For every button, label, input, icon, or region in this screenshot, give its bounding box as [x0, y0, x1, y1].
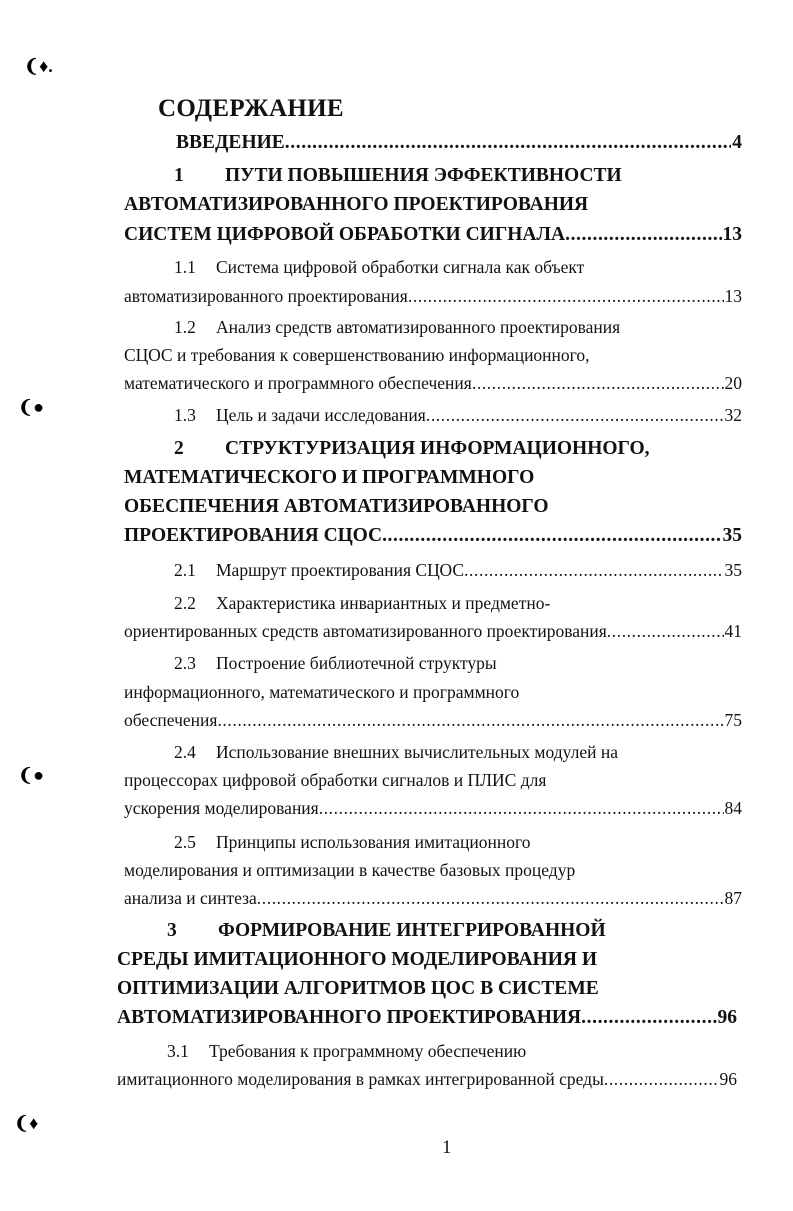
binding-hole-mark-icon: ❨♦	[14, 1113, 39, 1133]
section-title-line: математического и программного обеспечения	[124, 373, 472, 393]
leader-dots	[319, 798, 724, 819]
leader-dots	[408, 286, 724, 307]
leader-dots	[607, 621, 724, 642]
leader-dots	[257, 888, 724, 909]
section-title-line: Система цифровой обработки сигнала как объект	[216, 257, 585, 277]
section-title-line: Маршрут проектирования СЦОС	[216, 560, 465, 580]
section-title-line: Характеристика инвариантных и предметно-	[216, 593, 551, 613]
binding-hole-mark-icon: ❨●	[18, 397, 44, 417]
chapter-title-line: ФОРМИРОВАНИЕ ИНТЕГРИРОВАННОЙ	[218, 920, 606, 941]
section-title-line: Анализ средств автоматизированного проектирования	[216, 317, 621, 337]
binding-hole-mark-icon: ❨♦.	[24, 56, 53, 76]
chapter-title-line: ОПТИМИЗАЦИИ АЛГОРИТМОВ ЦОС В СИСТЕМЕ	[117, 978, 599, 999]
section-title-line: Использование внешних вычислительных модулей на	[216, 742, 618, 762]
binding-hole-mark-icon: ❨●	[18, 765, 44, 785]
leader-dots	[581, 1007, 716, 1029]
section-title-line: Требования к программному обеспечению	[209, 1041, 527, 1061]
section-number: 1.1	[174, 257, 196, 277]
toc-page-number: 13	[722, 224, 742, 245]
leader-dots	[217, 710, 723, 731]
toc-entry-label: ВВЕДЕНИЕ	[176, 132, 285, 153]
section-title-line: ориентированных средств автоматизированного проектирования	[124, 621, 607, 641]
section-title-line: анализа и синтеза	[124, 888, 257, 908]
chapter-number: 2	[174, 438, 184, 459]
section-title-line: ускорения моделирования	[124, 798, 319, 818]
section-title-line: обеспечения	[124, 710, 218, 730]
section-number: 1.3	[174, 405, 196, 425]
section-number: 2.5	[174, 832, 196, 852]
chapter-title-line: СТРУКТУРИЗАЦИЯ ИНФОРМАЦИОННОГО,	[225, 438, 650, 459]
chapter-title-line: АВТОМАТИЗИРОВАННОГО ПРОЕКТИРОВАНИЯ	[124, 194, 589, 215]
section-title-line: Цель и задачи исследования	[216, 405, 426, 425]
leader-dots	[464, 560, 723, 581]
section-title-line: СЦОС и требования к совершенствованию информационного,	[124, 345, 590, 365]
section-title-line: Построение библиотечной структуры	[216, 653, 497, 673]
leader-dots	[285, 132, 731, 154]
chapter-title-line: МАТЕМАТИЧЕСКОГО И ПРОГРАММНОГО	[124, 467, 535, 488]
toc-page-number: 75	[724, 710, 742, 730]
toc-page-number: 84	[724, 798, 742, 818]
toc-page-number: 20	[724, 373, 742, 393]
toc-page-number: 96	[719, 1069, 737, 1089]
section-number: 1.2	[174, 317, 196, 337]
chapter-title-line: АВТОМАТИЗИРОВАННОГО ПРОЕКТИРОВАНИЯ	[117, 1007, 582, 1028]
toc-page-number: 35	[722, 525, 742, 546]
chapter-title-line: СИСТЕМ ЦИФРОВОЙ ОБРАБОТКИ СИГНАЛА	[124, 224, 566, 245]
section-number: 2.1	[174, 560, 196, 580]
leader-dots	[565, 224, 721, 246]
chapter-title-line: ПУТИ ПОВЫШЕНИЯ ЭФФЕКТИВНОСТИ	[225, 165, 622, 186]
toc-page-number: 32	[724, 405, 742, 425]
section-title-line: автоматизированного проектирования	[124, 286, 408, 306]
toc-page-number: 13	[724, 286, 742, 306]
section-title-line: Принципы использования имитационного	[216, 832, 531, 852]
toc-page-number: 4	[732, 132, 742, 153]
chapter-title-line: ОБЕСПЕЧЕНИЯ АВТОМАТИЗИРОВАННОГО	[124, 496, 549, 517]
section-number: 3.1	[167, 1041, 189, 1061]
chapter-number: 3	[167, 920, 177, 941]
page-number: 1	[442, 1137, 452, 1158]
leader-dots	[382, 525, 721, 547]
section-title-line: информационного, математического и программного	[124, 682, 520, 702]
section-number: 2.3	[174, 653, 196, 673]
toc-page-number: 96	[717, 1007, 737, 1028]
section-title-line: имитационного моделирования в рамках интегрированной среды	[117, 1069, 604, 1089]
page-title: СОДЕРЖАНИЕ	[158, 95, 344, 122]
toc-page-number: 41	[724, 621, 742, 641]
section-number: 2.2	[174, 593, 196, 613]
section-title-line: процессорах цифровой обработки сигналов и ПЛИС для	[124, 770, 547, 790]
chapter-title-line: ПРОЕКТИРОВАНИЯ СЦОС	[124, 525, 383, 546]
leader-dots	[472, 373, 724, 394]
section-number: 2.4	[174, 742, 196, 762]
leader-dots	[426, 405, 724, 426]
leader-dots	[604, 1069, 719, 1090]
toc-page-number: 35	[724, 560, 742, 580]
toc-page-number: 87	[724, 888, 742, 908]
section-title-line: моделирования и оптимизации в качестве базовых процедур	[124, 860, 576, 880]
chapter-title-line: СРЕДЫ ИМИТАЦИОННОГО МОДЕЛИРОВАНИЯ И	[117, 949, 598, 970]
chapter-number: 1	[174, 165, 184, 186]
toc-entry-intro[interactable]	[176, 132, 742, 154]
